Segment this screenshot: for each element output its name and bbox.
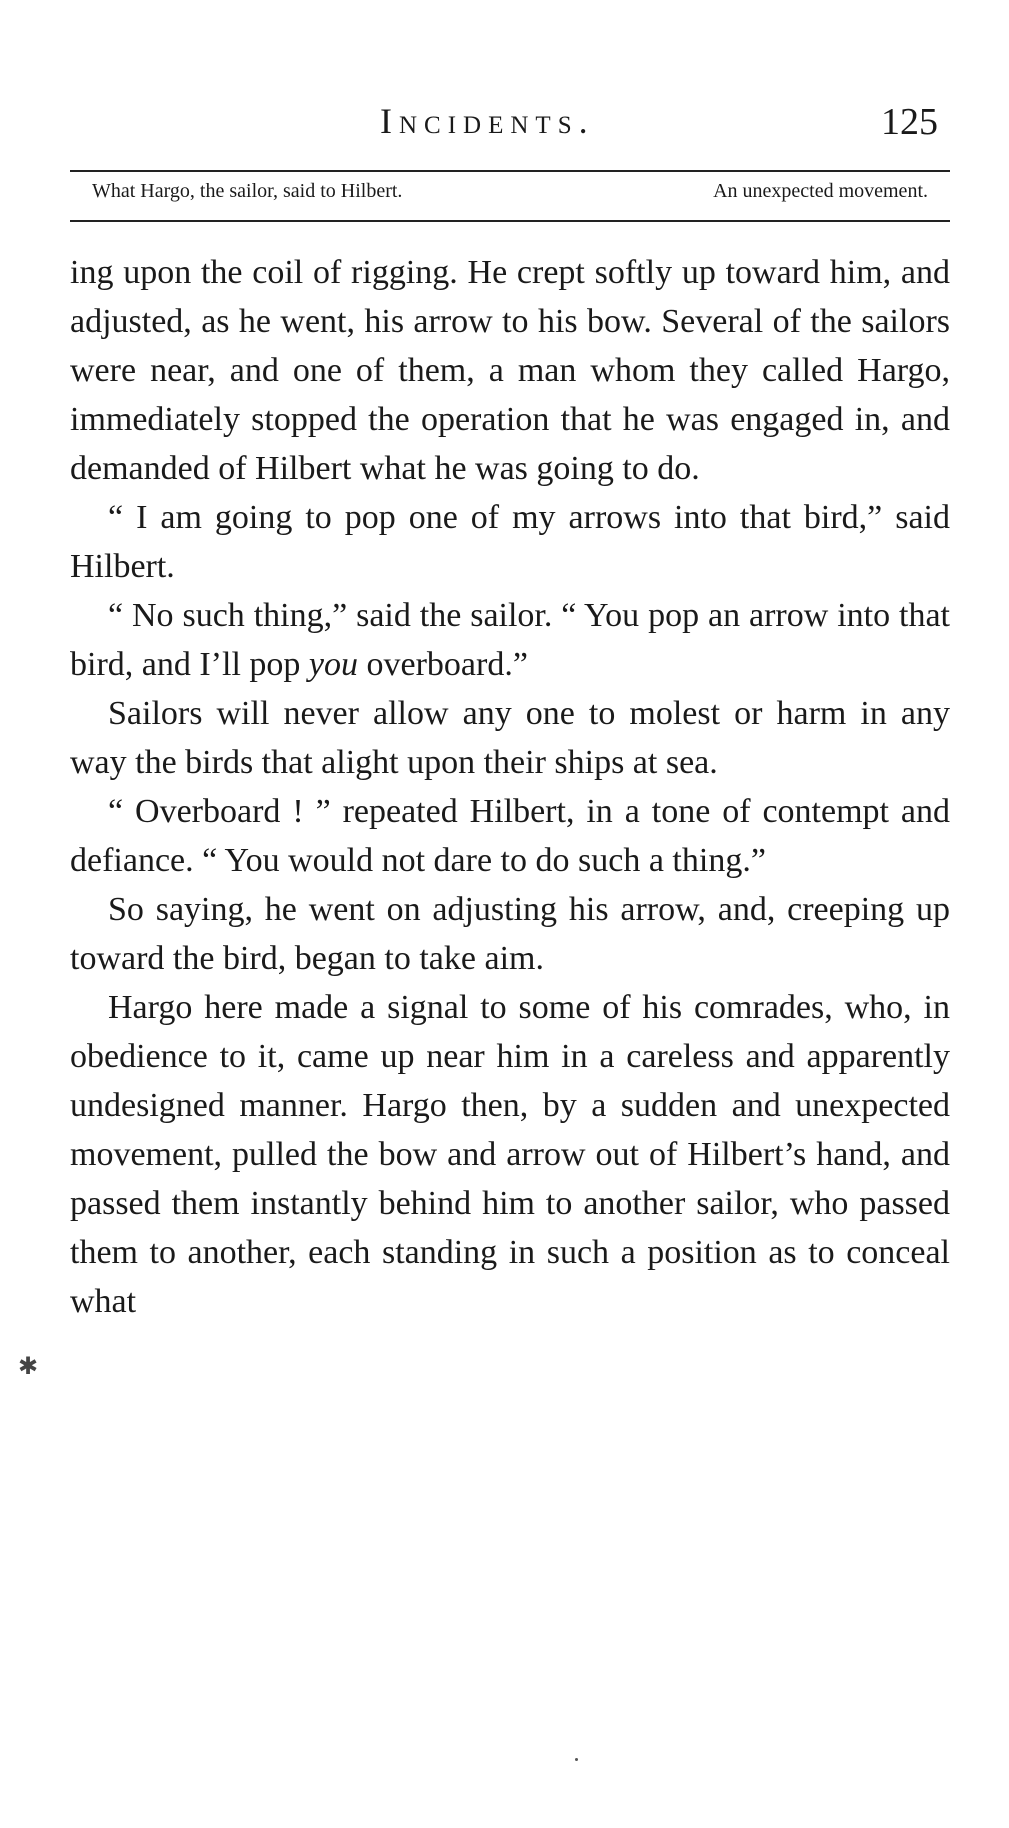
page-number: 125 [881,101,938,143]
header-rule-top [70,170,950,172]
paragraph-3-text-a: “ No such thing,” said the sailor. “ You pop an arrow into that bird, and I’ll pop [70,597,950,683]
header-rule-bottom [70,220,950,222]
paragraph-2: “ I am going to pop one of my arrows into that bird,” said Hilbert. [70,499,950,585]
paragraph-5: “ Overboard ! ” repeated Hilbert, in a tone of contempt and defiance. “ You would not dare to do such a thing.” [70,793,950,879]
paragraph-6: So saying, he went on adjusting his arrow, and, creeping up toward the bird, began to take aim. [70,891,950,977]
paragraph-4: Sailors will never allow any one to molest or harm in any way the birds that alight upon their ships at sea. [70,695,950,781]
running-head [70,100,950,150]
paragraph-3-emphasis: you [308,646,358,683]
running-subhead [70,178,950,214]
paragraph-3 [70,591,950,689]
subhead-left: What Hargo, the sailor, said to Hilbert. [92,180,403,202]
chapter-title: Incidents. [380,101,595,141]
paragraph-1: ing upon the coil of rigging. He crept softly up toward him, and adjusted, as he went, his arrow to his bow. Several of the sailors were near, and one of them, a man whom they called Hargo, immediately stopped the operation that he was engaged in, and demanded of Hilbert what he was going to do. [70,254,950,487]
subhead-right: An unexpected movement. [713,180,928,202]
ink-speck [575,1758,578,1761]
paragraph-3-text-b: overboard.” [358,646,528,683]
paragraph-7: Hargo here made a signal to some of his comrades, who, in obedience to it, came up near him in a careless and apparently undesigned manner. Hargo then, by a sudden and unexpected movement, pulled the bow and arrow out of Hilbert’s hand, and passed them instantly behind him to another sailor, who passed them to another, each standing in such a position as to conceal what [70,989,950,1320]
book-page [18,0,950,1828]
margin-mark-icon: ✱ [18,1354,39,1380]
body-text [70,248,950,1326]
